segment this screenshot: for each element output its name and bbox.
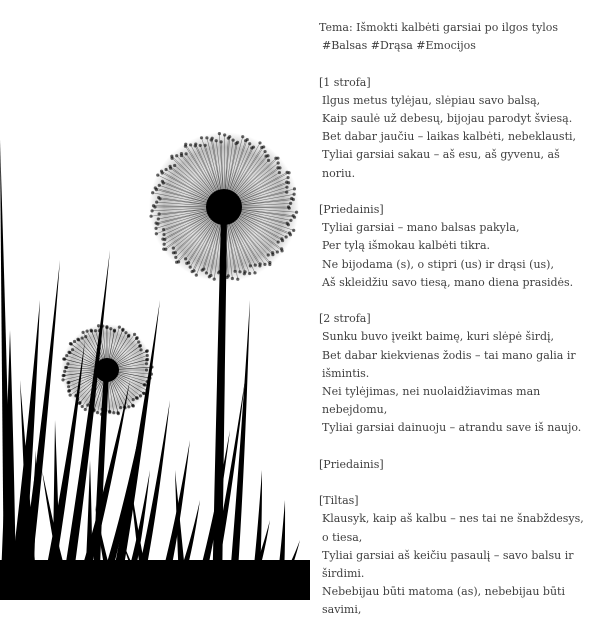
lyric-line: Nei tylėjimas, nei nuolaidžiavimas man nebejdomu, xyxy=(319,383,589,419)
lyric-line: Nebebijau būti matoma (as), nebebijau būti savimi, xyxy=(319,583,589,619)
lyric-line: Ilgus metus tylėjau, slėpiau savo balsą, xyxy=(319,92,589,110)
lyric-line: Aš skleidžiu savo tiesą, mano diena prasidės. xyxy=(319,274,589,292)
lyric-line: Ne bijodama (s), o stipri (us) ir drąsi (us), xyxy=(319,256,589,274)
lyrics-hashtags: #Balsas #Drąsa #Emocijos xyxy=(319,37,589,55)
lyric-line: Klausyk, kaip aš kalbu – nes tai ne šnabždesys, o tiesa, xyxy=(319,510,589,546)
lyric-line: Per tylą išmokau kalbėti tikra. xyxy=(319,237,589,255)
lyric-line: Bet dabar kiekvienas žodis – tai mano galia ir išmintis. xyxy=(319,347,589,383)
lyric-line: Tyliai garsiai – mano balsas pakyla, xyxy=(319,219,589,237)
lyric-line: Tyliai garsiai sakau – aš esu, aš gyvenu, aš noriu. xyxy=(319,146,589,182)
chorus-heading: [Priedainis] xyxy=(319,201,589,219)
chorus-repeat-heading: [Priedainis] xyxy=(319,456,589,474)
lyric-line: Sunku buvo įveikt baimę, kuri slėpė širdį, xyxy=(319,328,589,346)
lyrics-theme: Tema: Išmokti kalbėti garsiai po ilgos tylos xyxy=(319,19,589,37)
verse1-heading: [1 strofa] xyxy=(319,74,589,92)
verse2-heading: [2 strofa] xyxy=(319,310,589,328)
lyric-line: Kaip saulė už debesų, bijojau parodyt šviesą. xyxy=(319,110,589,128)
lyric-line: Tyliai garsiai dainuoju – atrandu save iš naujo. xyxy=(319,419,589,437)
bridge-heading: [Tiltas] xyxy=(319,492,589,510)
lyric-line: Tyliai garsiai aš keičiu pasaulį – savo balsu ir širdimi. xyxy=(319,547,589,583)
song-lyrics xyxy=(319,19,589,620)
lyric-line: Bet dabar jaučiu – laikas kalbėti, nebeklausti, xyxy=(319,128,589,146)
